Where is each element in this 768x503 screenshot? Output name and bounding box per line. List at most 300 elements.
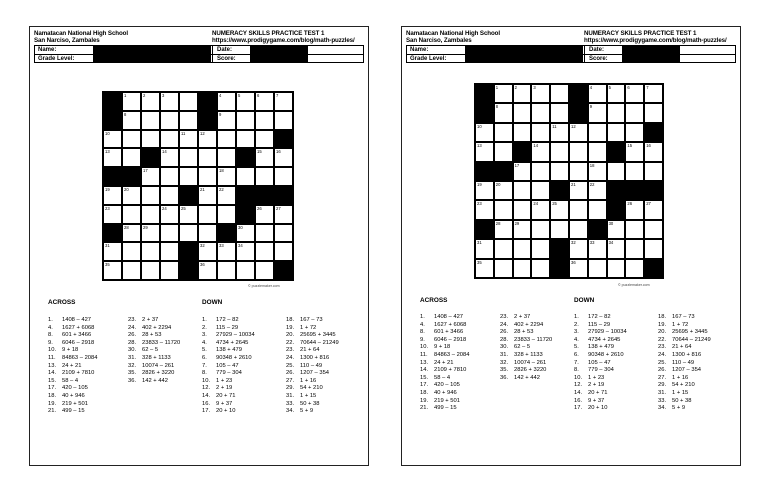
clue-item-number: 3. xyxy=(574,329,579,336)
grid-cell[interactable] xyxy=(236,92,255,111)
clue-number: 5 xyxy=(238,93,241,98)
clue-item-number: 8. xyxy=(202,370,207,377)
grid-cell[interactable] xyxy=(550,123,569,142)
grid-cell[interactable] xyxy=(141,111,160,130)
clue-number: 13 xyxy=(105,149,110,155)
grid-cell[interactable] xyxy=(625,123,644,142)
grid-cell[interactable] xyxy=(494,200,513,219)
clue-item-number: 2. xyxy=(574,321,579,328)
clue-item-text: 1 + 72 xyxy=(300,324,317,331)
grid-cell[interactable] xyxy=(550,142,569,161)
grid-cell[interactable] xyxy=(198,130,217,149)
grid-cell[interactable] xyxy=(588,181,607,200)
grid-cell[interactable] xyxy=(122,242,141,261)
grid-cell-black xyxy=(644,123,663,142)
grid-cell[interactable] xyxy=(475,142,494,161)
clue-item-text: 21 + 64 xyxy=(672,344,692,351)
clue-number: 13 xyxy=(477,143,482,149)
grid-cell[interactable] xyxy=(198,242,217,261)
grid-cell[interactable] xyxy=(625,142,644,161)
clue-item xyxy=(574,329,627,337)
grid-cell[interactable] xyxy=(513,259,532,278)
grid-cell[interactable] xyxy=(607,162,626,181)
grid-cell[interactable] xyxy=(475,259,494,278)
clue-item-text: 4734 + 2645 xyxy=(216,339,249,346)
grid-cell[interactable] xyxy=(274,205,293,224)
grid-cell[interactable] xyxy=(198,167,217,186)
grid-cell[interactable] xyxy=(550,84,569,103)
clue-number: 14 xyxy=(533,143,539,149)
grid-cell[interactable] xyxy=(513,123,532,142)
clue-item xyxy=(202,332,255,340)
clue-number: 28 xyxy=(124,224,129,230)
grid-cell[interactable] xyxy=(607,239,626,258)
grid-cell[interactable] xyxy=(625,84,644,103)
grid-cell[interactable] xyxy=(160,111,179,130)
clue-item-number: 23. xyxy=(658,344,667,351)
grid-cell[interactable] xyxy=(644,142,663,161)
clue-item xyxy=(420,329,469,337)
grid-cell[interactable] xyxy=(217,242,236,261)
grid-cell[interactable] xyxy=(588,142,607,161)
clue-item-number: 1. xyxy=(202,317,207,323)
grid-cell[interactable] xyxy=(217,148,236,167)
clue-item xyxy=(500,367,552,375)
clue-item-text: 54 + 210 xyxy=(300,385,323,392)
grid-cell[interactable] xyxy=(236,111,255,130)
grid-cell-black xyxy=(644,259,663,278)
grid-cell[interactable] xyxy=(236,224,255,243)
grid-cell[interactable] xyxy=(179,111,198,130)
grid-cell[interactable] xyxy=(160,261,179,280)
clue-item-number: 33. xyxy=(658,397,667,404)
clue-item xyxy=(286,340,339,348)
grid-cell[interactable] xyxy=(475,123,494,142)
grid-cell[interactable] xyxy=(531,142,550,161)
clue-number: 21 xyxy=(200,186,205,192)
clue-item-number: 36. xyxy=(128,377,137,384)
grid-cell[interactable] xyxy=(569,123,588,142)
clue-item-text: 1 + 72 xyxy=(672,321,689,328)
grid-cell[interactable] xyxy=(103,242,122,261)
clue-item xyxy=(128,317,180,325)
clue-item xyxy=(420,352,469,360)
clue-item-text: 142 + 442 xyxy=(142,377,168,384)
grid-cell[interactable] xyxy=(569,239,588,258)
clue-item-text: 601 + 3466 xyxy=(62,332,92,339)
grid-cell[interactable] xyxy=(588,259,607,278)
clue-number: 4 xyxy=(589,85,593,90)
grid-cell[interactable] xyxy=(255,224,274,243)
grid-cell[interactable] xyxy=(160,92,179,111)
clue-item-text: 54 + 210 xyxy=(672,382,695,389)
grid-cell[interactable] xyxy=(569,200,588,219)
grid-cell[interactable] xyxy=(494,123,513,142)
grid-cell[interactable] xyxy=(644,162,663,181)
grid-cell[interactable] xyxy=(531,259,550,278)
grid-cell[interactable] xyxy=(513,220,532,239)
grid-cell[interactable] xyxy=(160,148,179,167)
grid-cell[interactable] xyxy=(103,130,122,149)
grid-cell[interactable] xyxy=(625,259,644,278)
clue-number: 30 xyxy=(608,220,614,226)
clue-item xyxy=(48,370,97,378)
clue-item-text: 110 – 49 xyxy=(672,359,695,366)
grid-cell[interactable] xyxy=(475,200,494,219)
grid-cell[interactable] xyxy=(625,220,644,239)
grid-cell-black xyxy=(274,186,293,205)
grid-cell[interactable] xyxy=(531,220,550,239)
grid-cell[interactable] xyxy=(531,162,550,181)
clue-item-text: 105 – 47 xyxy=(216,362,239,369)
clue-item xyxy=(420,382,469,390)
grid-cell[interactable] xyxy=(513,239,532,258)
clue-item-text: 28 + 53 xyxy=(514,329,534,336)
grid-cell[interactable] xyxy=(122,130,141,149)
grid-cell[interactable] xyxy=(160,186,179,205)
grid-cell[interactable] xyxy=(179,130,198,149)
down-clues-col1 xyxy=(574,314,627,413)
grid-cell[interactable] xyxy=(569,162,588,181)
clue-number: 19 xyxy=(477,181,482,187)
clue-item-text: 1300 + 816 xyxy=(300,354,330,361)
clue-item xyxy=(48,363,97,371)
clue-item-text: 1 + 16 xyxy=(672,374,689,381)
grid-cell[interactable] xyxy=(141,261,160,280)
grid-cell[interactable] xyxy=(274,111,293,130)
grid-cell[interactable] xyxy=(644,239,663,258)
clue-number: 11 xyxy=(181,130,186,136)
grid-cell[interactable] xyxy=(588,239,607,258)
clue-item xyxy=(420,360,469,368)
clue-number: 24 xyxy=(162,205,167,211)
grid-cell[interactable] xyxy=(122,224,141,243)
grid-cell[interactable] xyxy=(122,111,141,130)
clue-item xyxy=(658,337,711,345)
source-url: https://www.prodigygame.com/blog/math-puzzles/ xyxy=(212,36,355,44)
clue-item xyxy=(48,401,97,409)
clue-item-text: 110 – 49 xyxy=(300,362,323,369)
down-clues-col1 xyxy=(202,317,255,416)
grid-cell[interactable] xyxy=(607,123,626,142)
grid-cell[interactable] xyxy=(644,200,663,219)
grid-cell[interactable] xyxy=(494,220,513,239)
grid-cell[interactable] xyxy=(179,205,198,224)
grid-cell[interactable] xyxy=(122,148,141,167)
grid-cell[interactable] xyxy=(494,239,513,258)
grid-cell[interactable] xyxy=(607,220,626,239)
grid-cell[interactable] xyxy=(274,148,293,167)
clue-number: 28 xyxy=(495,220,501,226)
clue-number: 9 xyxy=(219,111,222,117)
grid-cell[interactable] xyxy=(141,130,160,149)
grid-cell[interactable] xyxy=(494,84,513,103)
grid-cell[interactable] xyxy=(569,142,588,161)
grid-cell[interactable] xyxy=(513,162,532,181)
grid-cell-black xyxy=(179,186,198,205)
grid-cell[interactable] xyxy=(236,167,255,186)
clue-item-number: 36. xyxy=(500,374,509,381)
grid-cell[interactable] xyxy=(217,167,236,186)
clue-item xyxy=(574,337,627,345)
clue-number: 9 xyxy=(589,104,593,110)
clue-item xyxy=(286,385,339,393)
grid-cell-black xyxy=(122,167,141,186)
clue-item-number: 20. xyxy=(286,332,295,339)
clue-item-text: 2109 + 7810 xyxy=(434,367,467,374)
grid-cell[interactable] xyxy=(475,239,494,258)
clue-item xyxy=(128,355,180,363)
grid-cell[interactable] xyxy=(122,92,141,111)
grid-cell[interactable] xyxy=(513,103,532,122)
grid-cell[interactable] xyxy=(122,186,141,205)
grid-cell[interactable] xyxy=(141,205,160,224)
clue-item-number: 14. xyxy=(574,389,583,396)
clue-item-number: 24. xyxy=(500,321,509,328)
grid-cell[interactable] xyxy=(255,167,274,186)
grid-cell[interactable] xyxy=(103,186,122,205)
clue-item-number: 4. xyxy=(48,324,53,331)
clue-item-text: 219 + 501 xyxy=(434,397,460,404)
grid-cell[interactable] xyxy=(198,205,217,224)
grid-cell[interactable] xyxy=(160,130,179,149)
clue-item-number: 9. xyxy=(48,339,53,346)
grid-cell-black xyxy=(550,259,569,278)
clue-item xyxy=(202,347,255,355)
grid-cell[interactable] xyxy=(531,123,550,142)
clue-item xyxy=(574,375,627,383)
grid-cell[interactable] xyxy=(217,186,236,205)
score-label: Score: xyxy=(217,55,236,62)
clue-item xyxy=(286,332,339,340)
grid-cell[interactable] xyxy=(122,261,141,280)
clue-item-text: 20 + 71 xyxy=(216,392,236,399)
grid-cell[interactable] xyxy=(531,200,550,219)
grid-cell[interactable] xyxy=(588,123,607,142)
grid-cell[interactable] xyxy=(625,239,644,258)
grid-cell[interactable] xyxy=(644,84,663,103)
grid-cell[interactable] xyxy=(255,111,274,130)
grid-cell[interactable] xyxy=(588,103,607,122)
grid-cell[interactable] xyxy=(607,259,626,278)
clue-item xyxy=(420,405,469,413)
clue-item xyxy=(574,322,627,330)
grid-cell[interactable] xyxy=(494,103,513,122)
grid-cell[interactable] xyxy=(494,259,513,278)
test-info xyxy=(584,31,727,45)
grid-cell[interactable] xyxy=(255,242,274,261)
clue-item xyxy=(420,337,469,345)
grid-cell[interactable] xyxy=(513,84,532,103)
student-info-form xyxy=(406,45,736,63)
grid-cell-black xyxy=(236,186,255,205)
grid-cell[interactable] xyxy=(160,224,179,243)
grid-cell[interactable] xyxy=(198,261,217,280)
grid-cell[interactable] xyxy=(513,200,532,219)
clue-number: 22 xyxy=(219,186,224,192)
grid-cell[interactable] xyxy=(274,167,293,186)
grid-cell[interactable] xyxy=(141,92,160,111)
clue-item xyxy=(500,337,552,345)
clue-number: 17 xyxy=(143,168,148,174)
clue-item xyxy=(420,398,469,406)
source-url: https://www.prodigygame.com/blog/math-puzzles/ xyxy=(584,36,727,44)
clue-number: 12 xyxy=(200,130,205,136)
grid-cell[interactable] xyxy=(103,205,122,224)
grid-cell[interactable] xyxy=(255,148,274,167)
across-clues-col1 xyxy=(48,317,97,416)
grid-cell[interactable] xyxy=(236,130,255,149)
grid-cell[interactable] xyxy=(625,200,644,219)
grid-cell-black xyxy=(625,181,644,200)
grid-cell[interactable] xyxy=(625,162,644,181)
grid-cell[interactable] xyxy=(141,224,160,243)
grid-cell-black xyxy=(475,103,494,122)
grid-cell[interactable] xyxy=(531,239,550,258)
clue-item xyxy=(48,355,97,363)
grid-cell[interactable] xyxy=(513,181,532,200)
down-clues-col2 xyxy=(658,314,711,413)
grid-cell[interactable] xyxy=(531,84,550,103)
grid-cell[interactable] xyxy=(475,181,494,200)
clue-item-number: 3. xyxy=(202,332,207,339)
grid-cell[interactable] xyxy=(607,84,626,103)
grid-cell[interactable] xyxy=(103,148,122,167)
name-label: Name: xyxy=(38,47,57,53)
clue-item xyxy=(420,314,469,322)
grid-cell[interactable] xyxy=(103,261,122,280)
clue-item xyxy=(420,375,469,383)
clue-item xyxy=(420,367,469,375)
clue-item xyxy=(574,360,627,368)
grid-cell[interactable] xyxy=(274,242,293,261)
grid-cell[interactable] xyxy=(160,167,179,186)
clue-item-text: 24 + 21 xyxy=(62,362,82,369)
clue-item xyxy=(286,347,339,355)
grid-cell[interactable] xyxy=(217,261,236,280)
grid-cell[interactable] xyxy=(550,162,569,181)
grid-cell[interactable] xyxy=(531,181,550,200)
clue-item-text: 2 + 19 xyxy=(588,382,605,389)
clue-item-number: 23. xyxy=(128,317,137,323)
clue-item-text: 2826 + 3220 xyxy=(142,370,175,377)
grid-cell[interactable] xyxy=(255,261,274,280)
grid-cell[interactable] xyxy=(569,220,588,239)
clue-item xyxy=(574,398,627,406)
clue-item-number: 31. xyxy=(286,392,295,399)
grid-cell[interactable] xyxy=(122,205,141,224)
grid-cell[interactable] xyxy=(531,103,550,122)
clue-item-text: 23833 – 11720 xyxy=(514,336,553,343)
clue-item-number: 18. xyxy=(48,392,57,399)
clue-item-number: 12. xyxy=(574,382,583,389)
grid-cell[interactable] xyxy=(274,92,293,111)
grid-cell[interactable] xyxy=(625,103,644,122)
grid-cell[interactable] xyxy=(198,148,217,167)
grid-cell[interactable] xyxy=(217,111,236,130)
form-row-2 xyxy=(35,55,363,63)
grid-cell[interactable] xyxy=(179,224,198,243)
grid-cell[interactable] xyxy=(550,220,569,239)
clue-item xyxy=(48,340,97,348)
grid-cell[interactable] xyxy=(644,103,663,122)
grid-cell[interactable] xyxy=(588,200,607,219)
grid-cell[interactable] xyxy=(179,167,198,186)
clue-item-number: 10. xyxy=(202,377,211,384)
grid-cell[interactable] xyxy=(179,148,198,167)
clue-item-text: 25695 + 3445 xyxy=(672,329,708,336)
grid-cell[interactable] xyxy=(494,181,513,200)
clue-item xyxy=(658,360,711,368)
grid-cell[interactable] xyxy=(236,242,255,261)
clue-item-text: 9 + 18 xyxy=(434,344,451,351)
clue-item-text: 25695 + 3445 xyxy=(300,332,336,339)
grid-cell[interactable] xyxy=(607,103,626,122)
clue-item xyxy=(420,390,469,398)
grid-cell[interactable] xyxy=(550,200,569,219)
grid-cell[interactable] xyxy=(198,224,217,243)
grid-cell[interactable] xyxy=(255,130,274,149)
grid-cell[interactable] xyxy=(644,220,663,239)
clue-item xyxy=(202,355,255,363)
clue-item-text: 328 + 1133 xyxy=(142,354,171,361)
grid-cell[interactable] xyxy=(160,205,179,224)
grid-cell[interactable] xyxy=(494,142,513,161)
clue-item-number: 29. xyxy=(658,382,667,389)
grid-cell[interactable] xyxy=(217,92,236,111)
grid-cell[interactable] xyxy=(141,167,160,186)
grid-cell[interactable] xyxy=(141,186,160,205)
grid-cell-black xyxy=(513,142,532,161)
grid-cell[interactable] xyxy=(217,205,236,224)
grid-cell-black xyxy=(103,167,122,186)
grid-cell[interactable] xyxy=(217,130,236,149)
grid-cell[interactable] xyxy=(179,92,198,111)
school-name: Namatacan National High School xyxy=(406,30,500,37)
grid-cell[interactable] xyxy=(255,92,274,111)
grid-cell[interactable] xyxy=(569,259,588,278)
clue-number: 16 xyxy=(276,149,281,155)
clue-item-number: 35. xyxy=(500,367,509,374)
grid-cell[interactable] xyxy=(255,205,274,224)
clue-item-text: 62 – 5 xyxy=(142,347,159,354)
clue-item-number: 30. xyxy=(500,344,509,351)
grid-cell[interactable] xyxy=(550,103,569,122)
clue-item-text: 10074 – 261 xyxy=(142,362,175,369)
grid-cell[interactable] xyxy=(141,242,160,261)
grid-cell[interactable] xyxy=(198,186,217,205)
grid-cell-black xyxy=(607,200,626,219)
grid-cell[interactable] xyxy=(588,84,607,103)
clue-number: 18 xyxy=(589,162,595,168)
grid-cell-black xyxy=(198,92,217,111)
grid-cell[interactable] xyxy=(274,224,293,243)
grid-cell[interactable] xyxy=(236,261,255,280)
grid-cell[interactable] xyxy=(160,242,179,261)
clue-item-number: 23. xyxy=(500,314,509,320)
clue-number: 4 xyxy=(219,93,222,98)
clue-item xyxy=(202,363,255,371)
clue-number: 1 xyxy=(495,85,499,90)
clue-number: 33 xyxy=(589,240,595,246)
clue-item-text: 167 – 73 xyxy=(672,314,695,320)
grade-label: Grade Level: xyxy=(410,55,447,62)
grid-cell[interactable] xyxy=(569,181,588,200)
clue-number: 32 xyxy=(200,243,205,249)
grid-cell[interactable] xyxy=(588,162,607,181)
clue-item xyxy=(202,340,255,348)
clue-number: 27 xyxy=(276,205,281,211)
